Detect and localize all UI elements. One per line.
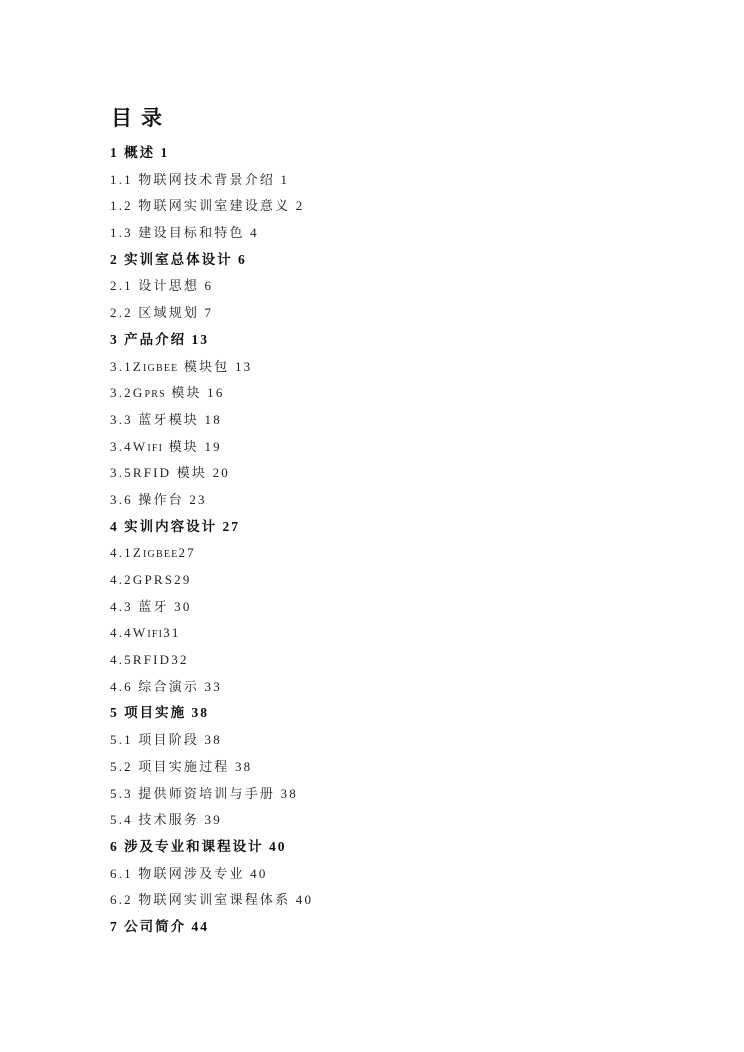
toc-entry <box>110 460 670 487</box>
toc-entry <box>110 647 670 674</box>
toc-entry-text: 27 <box>178 545 196 561</box>
toc-entry <box>110 567 670 594</box>
toc-entry <box>110 167 670 194</box>
toc-entry-text: 5.1 项目阶段 38 <box>110 732 222 748</box>
toc-entry-text: 3.4W <box>110 438 148 454</box>
toc-entry <box>110 514 670 541</box>
toc-entry <box>110 594 670 621</box>
toc-entry-text: 5.4 技术服务 39 <box>110 812 222 828</box>
toc-entry-text: 4.2GPRS29 <box>110 572 192 587</box>
toc-entry <box>110 354 670 381</box>
toc-entry <box>110 193 670 220</box>
toc-entry-text: 4.6 综合演示 33 <box>110 678 222 694</box>
toc-entry-text: 3 产品介绍 13 <box>110 331 209 347</box>
toc-entry-text: 7 公司简介 44 <box>110 918 209 934</box>
toc-entry <box>110 887 670 914</box>
toc-entry-text: 1.1 物联网技术背景介绍 1 <box>110 171 290 187</box>
toc-entry-text: 4.5RFID32 <box>110 652 189 668</box>
toc-entry <box>110 861 670 888</box>
toc-entry-text: 2.2 区域规划 7 <box>110 305 214 321</box>
toc-entry <box>110 407 670 434</box>
toc-entry-text: 3.3 蓝牙模块 18 <box>110 411 222 427</box>
toc-entry <box>110 140 670 167</box>
toc-entry-text: 4.3 蓝牙 30 <box>110 598 192 614</box>
toc-entry <box>110 754 670 781</box>
toc-entry-smallcaps-text: IFI <box>147 629 164 641</box>
toc-entry <box>110 807 670 834</box>
toc-entry <box>110 434 670 461</box>
toc-entry-text: 模块 16 <box>165 385 225 401</box>
toc-entry-text: 3.1Z <box>110 358 143 374</box>
toc-entry-text: 1 概述 1 <box>110 145 170 160</box>
toc-entry-text: 模块包 13 <box>178 358 253 374</box>
toc-entry-smallcaps-text: IGBEE <box>143 362 179 374</box>
toc-title: 目录 <box>111 106 171 130</box>
toc-entry <box>110 727 670 754</box>
toc-entry-text: 5 项目实施 38 <box>110 705 209 721</box>
toc-entry <box>110 487 670 514</box>
toc-entry-text: 6.1 物联网涉及专业 40 <box>110 865 268 881</box>
toc-entry-text: 5.3 提供师资培训与手册 38 <box>110 785 298 801</box>
toc-list <box>110 140 670 941</box>
toc-entry <box>110 700 670 727</box>
toc-entry-text: 1.2 物联网实训室建设意义 2 <box>110 198 305 214</box>
toc-entry <box>110 914 670 941</box>
toc-entry-text: 3.6 操作台 23 <box>110 491 207 507</box>
toc-entry-text: 模块 19 <box>163 438 222 454</box>
toc-entry-text: 4 实训内容设计 27 <box>110 518 240 534</box>
toc-entry-text: 31 <box>163 625 181 641</box>
toc-entry <box>110 674 670 701</box>
toc-entry <box>110 540 670 567</box>
toc-entry <box>110 220 670 247</box>
toc-entry <box>110 781 670 808</box>
toc-entry <box>110 247 670 274</box>
toc-entry-text: 4.4W <box>110 625 148 641</box>
toc-entry-smallcaps-text: IGBEE <box>143 549 179 561</box>
toc-entry-smallcaps-text: IFI <box>147 442 164 454</box>
toc-entry-smallcaps-text: PRS <box>144 389 166 401</box>
toc-entry <box>110 620 670 647</box>
toc-entry <box>110 327 670 354</box>
toc-entry-text: 1.3 建设目标和特色 4 <box>110 225 259 241</box>
toc-entry <box>110 834 670 861</box>
toc-entry-text: 5.2 项目实施过程 38 <box>110 758 253 774</box>
toc-entry-text: 6.2 物联网实训室课程体系 40 <box>110 892 314 908</box>
toc-entry <box>110 300 670 327</box>
toc-entry-text: 4.1Z <box>110 545 143 561</box>
toc-entry-text: 2 实训室总体设计 6 <box>110 251 247 267</box>
toc-entry-text: 3.5RFID 模块 20 <box>110 465 230 481</box>
toc-entry-text: 2.1 设计思想 6 <box>110 278 214 294</box>
toc-entry <box>110 273 670 300</box>
toc-entry <box>110 380 670 407</box>
toc-entry-text: 3.2G <box>110 385 145 401</box>
toc-entry-text: 6 涉及专业和课程设计 40 <box>110 838 287 854</box>
